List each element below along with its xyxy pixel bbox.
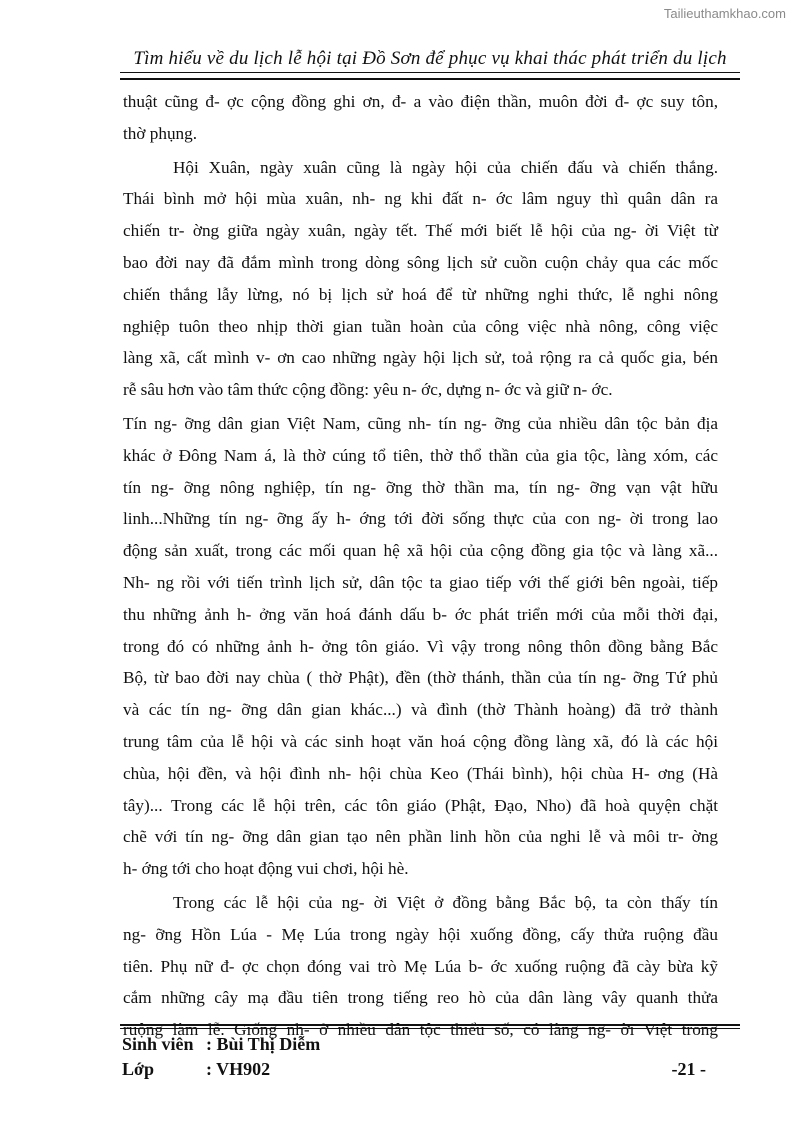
text-line: Nh- ng rồi với tiến trình lịch sử, dân tộc ta giao tiếp với thế giới bên ngoài, tiếp [123,572,718,592]
text-line: làng xã, cất mình v- ơn cao những ngày hội lịch sử, toả rộng ra cả quốc gia, bén [123,348,718,368]
text-line: chùa, hội đền, và hội đình nh- hội chùa Keo (Thái bình), hội chùa H- ơng (Hà [123,763,718,783]
text-line: Thái bình mở hội mùa xuân, nh- ng khi đất n- ớc lâm nguy thì quân dân ra [123,189,718,209]
text-line: Tín ng- ỡng dân gian Việt Nam, cũng nh- tín ng- ỡng của nhiều dân tộc bản địa [123,413,718,433]
page-header [120,48,740,80]
text-line: chiến thắng lẫy lừng, nó bị lịch sử hoá để từ những nghi thức, lễ nghi nông [123,284,718,304]
text-line: nghiệp tuôn theo nhịp thời gian tuần hoàn của công việc nhà nông, công việc [123,316,718,336]
watermark: Tailieuthamkhao.com [663,6,786,21]
text-line: rễ sâu hơn vào tâm thức cộng đồng: yêu n- ớc, dựng n- ớc và giữ n- ớc. [123,380,613,400]
body-text [123,86,718,1046]
text-line: trong đó có những ảnh h- ởng tôn giáo. Vì vậy trong nông thôn đồng bằng Bắc [123,636,718,656]
page-number: -21 - [671,1059,706,1079]
text-line: tín ng- ỡng nông nghiệp, tín ng- ỡng thờ thần ma, tín ng- ỡng vạn vật hữu [123,477,718,497]
header-title: Tìm hiểu về du lịch lễ hội tại Đồ Sơn để phục vụ khai thác phát triển du lịch [133,48,727,69]
student-label: Sinh viên [122,1034,194,1054]
text-line: tiên. Phụ nữ đ- ợc chọn đóng vai trò Mẹ Lúa b- ớc xuống ruộng đã cày bừa kỹ [123,956,718,976]
text-line: tây)... Trong các lễ hội trên, các tôn giáo (Phật, Đạo, Nho) đã hoà quyện chặt [123,795,718,815]
text-line: cắm những cây mạ đầu tiên trong tiếng reo hò của dân làng vây quanh thửa [123,988,718,1008]
footer-rule-thin [120,1028,740,1029]
text-line: Hội Xuân, ngày xuân cũng là ngày hội của chiến đấu và chiến thắng. [173,157,718,177]
footer-student-row [122,1032,706,1057]
text-line: Trong các lễ hội của ng- ời Việt ở đồng bằng Bắc bộ, ta còn thấy tín [173,892,718,912]
footer-class-row [122,1057,706,1082]
text-line: bao đời nay đã đắm mình trong dòng sông lịch sử cuồn cuộn chảy qua các mốc [123,252,718,272]
class-label: Lớp [122,1059,154,1079]
text-line: thu những ảnh h- ởng văn hoá đánh dấu b- ớc phát triển mới của mỗi thời đại, [123,604,718,624]
text-line: h- ớng tới cho hoạt động vui chơi, hội hè. [123,859,409,879]
text-line: ruộng làm lễ. Giống nh- ở nhiều dân tộc thiểu số, có làng ng- ời Việt trong [123,1020,718,1040]
class-value: : VH902 [206,1059,271,1079]
text-line: thuật cũng đ- ợc cộng đồng ghi ơn, đ- a vào điện thần, muôn đời đ- ợc suy tôn, [123,92,718,111]
text-line: linh...Những tín ng- ỡng ấy h- ớng tới đời sống thực của con ng- ời trong lao [123,509,718,529]
footer-rule [120,1024,740,1026]
header-rule [120,72,740,73]
student-name: : Bùi Thị Diễm [206,1034,321,1054]
text-line: chiến tr- ờng giữa ngày xuân, ngày tết. Thế mới biết lễ hội của ng- ời Việt từ [123,221,718,241]
text-line: thờ phụng. [123,123,198,143]
text-line: và các tín ng- ỡng dân gian khác...) và đình (thờ Thành hoàng) đã trở thành [123,700,718,720]
text-line: chẽ với tín ng- ỡng dân gian tạo nên phần linh hồn của nghi lễ và môi tr- ờng [123,827,718,847]
text-line: khác ở Đông Nam á, là thờ cúng tổ tiên, thờ thổ thần của gia tộc, làng xóm, các [123,445,718,465]
text-line: trung tâm của lễ hội và các sinh hoạt văn hoá cộng đồng làng xã, đó là các hội [123,731,718,751]
text-line: động sản xuất, trong các mối quan hệ xã hội của cộng đồng gia tộc và làng xã... [123,541,718,561]
page-footer [122,1032,706,1082]
text-line: Bộ, từ bao đời nay chùa ( thờ Phật), đền (thờ thánh, thần của tín ng- ỡng Tứ phủ [123,668,718,688]
text-line: ng- ỡng Hồn Lúa - Mẹ Lúa trong ngày hội xuống đồng, cấy thửa ruộng đầu [123,924,718,944]
